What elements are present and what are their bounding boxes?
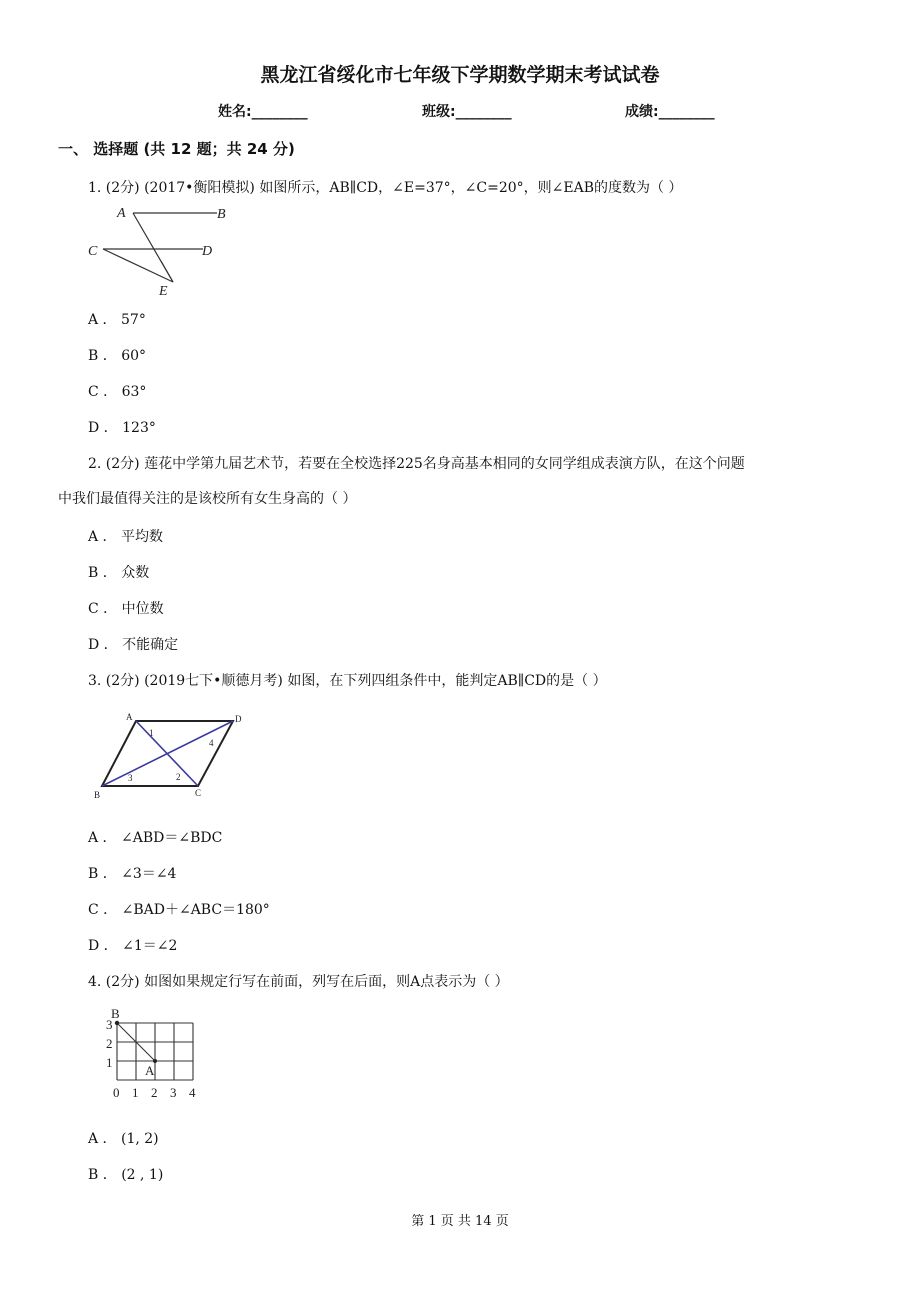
fig4-row-3: 3 [106, 1017, 113, 1032]
name-field: 姓名:________ [218, 104, 308, 120]
q2-option-d: D ． 不能确定 [88, 637, 179, 653]
fig3-label-c: C [195, 788, 202, 798]
fig1-label-c: C [88, 244, 98, 259]
fig4-row-2: 2 [106, 1036, 113, 1051]
question-4-text: 4. (2分) 如图如果规定行写在前面，列写在后面，则A点表示为（ ） [88, 974, 509, 990]
q4-option-b: B ． (2 , 1) [88, 1167, 164, 1183]
q3-option-b: B ． ∠3＝∠4 [88, 866, 177, 882]
section-heading: 一、 选择题 (共 12 题；共 24 分) [58, 140, 295, 158]
fig4-col-2: 2 [151, 1085, 158, 1100]
fig4-col-3: 3 [170, 1085, 177, 1100]
fig4-row-1: 1 [106, 1055, 113, 1070]
fig4-col-1: 1 [132, 1085, 139, 1100]
q1-option-a: A ． 57° [88, 312, 146, 328]
question-3-figure [88, 708, 258, 803]
fig1-label-e: E [159, 284, 168, 298]
fig3-angle-4: 4 [209, 738, 214, 748]
question-1-figure [85, 203, 235, 298]
class-field: 班级:________ [422, 104, 512, 120]
fig1-label-d: D [202, 244, 213, 259]
fig4-label-b: B [111, 1006, 120, 1021]
document-title: 黑龙江省绥化市七年级下学期数学期末考试试卷 [260, 64, 660, 86]
fig3-angle-3: 3 [128, 773, 133, 783]
fig3-label-a: A [126, 712, 133, 722]
page-footer: 第 1 页 共 14 页 [411, 1214, 509, 1229]
q3-option-d: D ． ∠1＝∠2 [88, 938, 178, 954]
fig1-label-b: B [217, 207, 226, 222]
fig1-label-a: A [117, 206, 126, 221]
fig4-col-4: 4 [189, 1085, 196, 1100]
q1-option-d: D ． 123° [88, 420, 156, 436]
question-3-text: 3. (2分) (2019七下•顺德月考) 如图，在下列四组条件中，能判定AB∥CD的是（ ） [88, 673, 607, 689]
fig4-col-0: 0 [113, 1085, 120, 1100]
question-2-text: 2. (2分) 莲花中学第九届艺术节，若要在全校选择225名身高基本相同的女同学组成表演方队，在这个问题 [88, 456, 745, 472]
score-field: 成绩:________ [625, 104, 715, 120]
fig4-label-a: A [145, 1063, 155, 1078]
fig3-label-b: B [94, 790, 101, 800]
q2-option-c: C ． 中位数 [88, 601, 164, 617]
fig3-angle-1: 1 [149, 728, 154, 738]
q4-option-a: A ． (1, 2) [88, 1131, 159, 1147]
q2-option-b: B ． 众数 [88, 565, 150, 581]
q1-option-b: B ． 60° [88, 348, 147, 364]
question-2-text-cont: 中我们最值得关注的是该校所有女生身高的（ ） [58, 491, 357, 507]
question-1-text: 1. (2分) (2017•衡阳模拟) 如图所示，AB∥CD，∠E=37°，∠C=20°，则∠EAB的度数为（ ） [88, 180, 683, 196]
fig3-label-d: D [235, 714, 242, 724]
q3-option-a: A ． ∠ABD＝∠BDC [88, 830, 223, 846]
fig3-angle-2: 2 [176, 772, 181, 782]
q1-option-c: C ． 63° [88, 384, 147, 400]
q3-option-c: C ． ∠BAD＋∠ABC＝180° [88, 902, 270, 918]
question-4-figure [100, 1005, 210, 1103]
q2-option-a: A ． 平均数 [88, 529, 164, 545]
